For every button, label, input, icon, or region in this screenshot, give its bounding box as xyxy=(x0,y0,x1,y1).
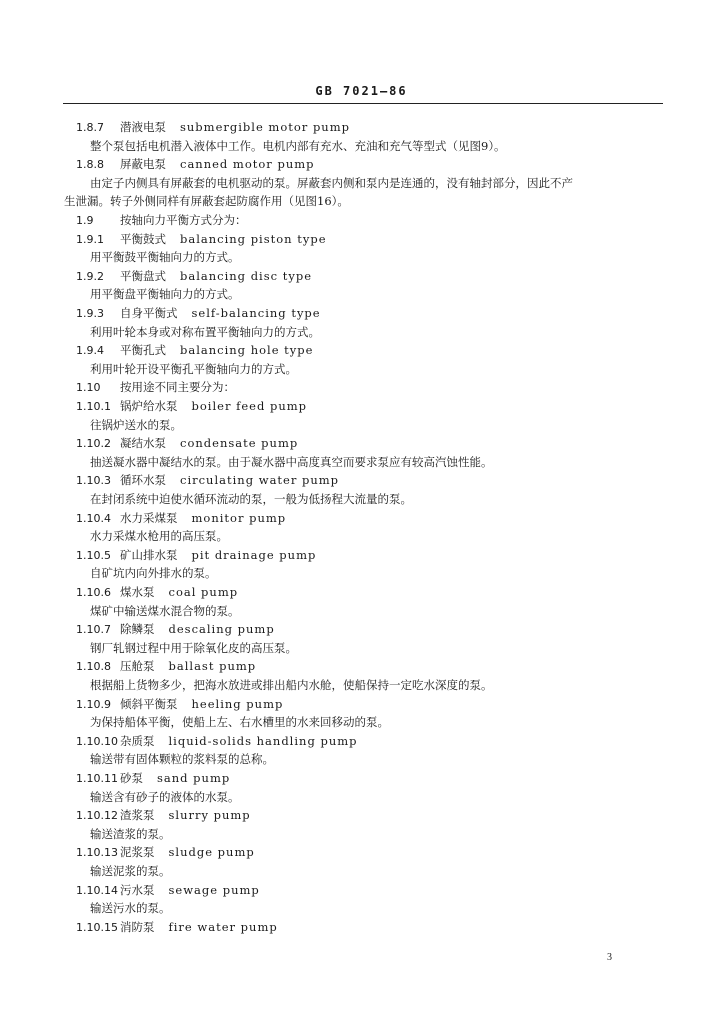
clause-number: 1.10.11 xyxy=(76,772,118,785)
term-chinese: 平衡孔式 xyxy=(120,343,166,358)
term-heading xyxy=(76,771,230,786)
term-chinese: 矿山排水泵 xyxy=(120,547,178,562)
term-definition: 输送渣浆的泵。 xyxy=(90,826,171,841)
term-heading xyxy=(76,473,339,488)
term-english: fire water pump xyxy=(168,919,278,934)
term-definition: 抽送凝水器中凝结水的泵。由于凝水器中高度真空而要求泵应有较高汽蚀性能。 xyxy=(90,454,493,469)
clause-number: 1.10.2 xyxy=(76,437,111,451)
term-chinese: 平衡盘式 xyxy=(120,268,166,283)
term-heading xyxy=(76,622,275,637)
clause-number: 1.10.9 xyxy=(76,697,111,711)
term-english: pit drainage pump xyxy=(191,547,317,562)
term-chinese: 屏蔽电泵 xyxy=(120,157,166,172)
term-english: monitor pump xyxy=(191,510,287,525)
clause-number: 1.8.8 xyxy=(76,158,104,172)
term-definition: 输送污水的泵。 xyxy=(90,901,171,916)
term-english: sewage pump xyxy=(168,882,260,897)
term-heading xyxy=(76,269,312,284)
term-english: balancing piston type xyxy=(180,231,327,246)
definition-continuation: 生泄漏。转子外侧同样有屏蔽套起防腐作用（见图16）。 xyxy=(64,194,349,209)
term-chinese: 倾斜平衡泵 xyxy=(120,696,178,711)
clause-number: 1.9.2 xyxy=(76,269,104,283)
term-definition: 输送含有砂子的液体的水泵。 xyxy=(90,789,240,804)
clause-number: 1.10.5 xyxy=(76,548,111,562)
term-chinese: 污水泵 xyxy=(120,882,155,897)
clause-number: 1.8.7 xyxy=(76,121,104,134)
clause-number: 1.10.8 xyxy=(76,660,111,674)
term-heading xyxy=(76,343,313,358)
term-chinese: 水力采煤泵 xyxy=(120,510,178,525)
term-english: heeling pump xyxy=(191,696,284,711)
term-definition: 利用叶轮开设平衡孔平衡轴向力的方式。 xyxy=(90,361,297,376)
term-english: sand pump xyxy=(157,771,231,785)
term-definition: 水力采煤水枪用的高压泵。 xyxy=(90,529,228,544)
clause-number: 1.10.3 xyxy=(76,474,111,488)
term-definition: 用平衡鼓平衡轴向力的方式。 xyxy=(90,250,240,265)
term-heading xyxy=(76,511,286,526)
term-heading xyxy=(76,883,260,898)
clause-number: 1.9.4 xyxy=(76,344,104,358)
term-heading xyxy=(76,306,321,321)
term-chinese: 压舱泵 xyxy=(120,659,155,674)
clause-number: 1.10.1 xyxy=(76,400,111,413)
clause-number: 1.10.4 xyxy=(76,511,111,525)
term-chinese: 砂泵 xyxy=(120,771,143,785)
term-definition: 输送泥浆的泵。 xyxy=(90,864,171,878)
clause-number: 1.10.13 xyxy=(76,846,118,860)
term-english: coal pump xyxy=(168,585,239,599)
header-rule xyxy=(63,103,663,104)
term-heading xyxy=(76,585,238,600)
term-english: liquid-solids handling pump xyxy=(168,733,358,748)
term-definition: 利用叶轮本身或对称布置平衡轴向力的方式。 xyxy=(90,324,320,339)
clause-number: 1.10 xyxy=(76,381,101,395)
clause-number: 1.9.3 xyxy=(76,307,104,320)
term-chinese: 除鳞泵 xyxy=(120,622,155,637)
term-heading xyxy=(76,808,251,823)
clause-number: 1.10.10 xyxy=(76,734,118,748)
term-heading xyxy=(76,920,278,935)
term-english: descaling pump xyxy=(168,622,275,637)
term-definition: 在封闭系统中迫使水循环流动的泵，一般为低扬程大流量的泵。 xyxy=(90,492,412,506)
term-heading xyxy=(76,380,249,395)
term-chinese: 循环水泵 xyxy=(120,473,166,488)
term-definition: 钢厂轧钢过程中用于除氧化皮的高压泵。 xyxy=(90,640,297,655)
term-definition: 煤矿中输送煤水混合物的泵。 xyxy=(90,603,240,618)
term-definition: 输送带有固体颗粒的浆料泵的总称。 xyxy=(90,752,274,767)
term-heading xyxy=(76,399,307,414)
clause-number: 1.10.15 xyxy=(76,920,118,934)
term-english: balancing disc type xyxy=(180,268,313,283)
term-definition: 由定子内侧具有屏蔽套的电机驱动的泵。屏蔽套内侧和泵内是连通的，没有轴封部分，因此不产 xyxy=(90,175,573,190)
term-chinese: 自身平衡式 xyxy=(120,306,178,320)
term-english: slurry pump xyxy=(168,808,251,823)
term-definition: 自矿坑内向外排水的泵。 xyxy=(90,566,217,581)
clause-number: 1.10.14 xyxy=(76,883,118,897)
term-english: ballast pump xyxy=(168,659,257,674)
term-chinese: 消防泵 xyxy=(120,919,155,934)
term-chinese: 渣浆泵 xyxy=(120,808,155,823)
term-english: canned motor pump xyxy=(180,157,315,172)
term-definition: 根据船上货物多少，把海水放进或排出船内水舱，使船保持一定吃水深度的泵。 xyxy=(90,678,493,692)
term-chinese: 按轴向力平衡方式分为： xyxy=(120,213,247,227)
term-heading xyxy=(76,659,256,674)
clause-number: 1.10.7 xyxy=(76,623,111,637)
term-chinese: 煤水泵 xyxy=(120,585,155,599)
clause-number: 1.10.12 xyxy=(76,809,118,823)
term-definition: 用平衡盘平衡轴向力的方式。 xyxy=(90,287,240,302)
term-definition: 往锅炉送水的泵。 xyxy=(90,417,182,432)
term-chinese: 按用途不同主要分为： xyxy=(120,380,235,395)
term-heading xyxy=(76,734,358,749)
term-chinese: 潜液电泵 xyxy=(120,120,166,134)
term-heading xyxy=(76,845,255,860)
clause-number: 1.10.6 xyxy=(76,586,111,599)
term-chinese: 锅炉给水泵 xyxy=(120,399,178,413)
term-english: condensate pump xyxy=(180,436,299,451)
term-heading xyxy=(76,697,283,712)
term-english: sludge pump xyxy=(168,845,255,860)
term-english: self-balancing type xyxy=(191,306,321,320)
term-heading xyxy=(76,120,350,135)
term-chinese: 杂质泵 xyxy=(120,733,155,748)
term-chinese: 泥浆泵 xyxy=(120,845,155,860)
term-english: balancing hole type xyxy=(180,343,314,358)
term-heading xyxy=(76,213,261,228)
term-chinese: 凝结水泵 xyxy=(120,436,166,451)
term-english: boiler feed pump xyxy=(191,399,308,413)
term-heading xyxy=(76,436,298,451)
clause-number: 1.9 xyxy=(76,214,94,227)
clause-number: 1.9.1 xyxy=(76,232,104,246)
term-chinese: 平衡鼓式 xyxy=(120,231,166,246)
term-english: circulating water pump xyxy=(180,473,340,488)
term-definition: 为保持船体平衡，使船上左、右水槽里的水来回移动的泵。 xyxy=(90,715,389,730)
term-heading xyxy=(76,548,316,563)
term-definition: 整个泵包括电机潜入液体中工作。电机内部有充水、充油和充气等型式（见图9）。 xyxy=(90,138,506,153)
term-heading xyxy=(76,157,315,172)
term-english: submergible motor pump xyxy=(180,120,350,134)
term-heading xyxy=(76,232,327,247)
page-header: GB 7021—86 xyxy=(315,84,408,98)
page-number: 3 xyxy=(607,952,612,963)
